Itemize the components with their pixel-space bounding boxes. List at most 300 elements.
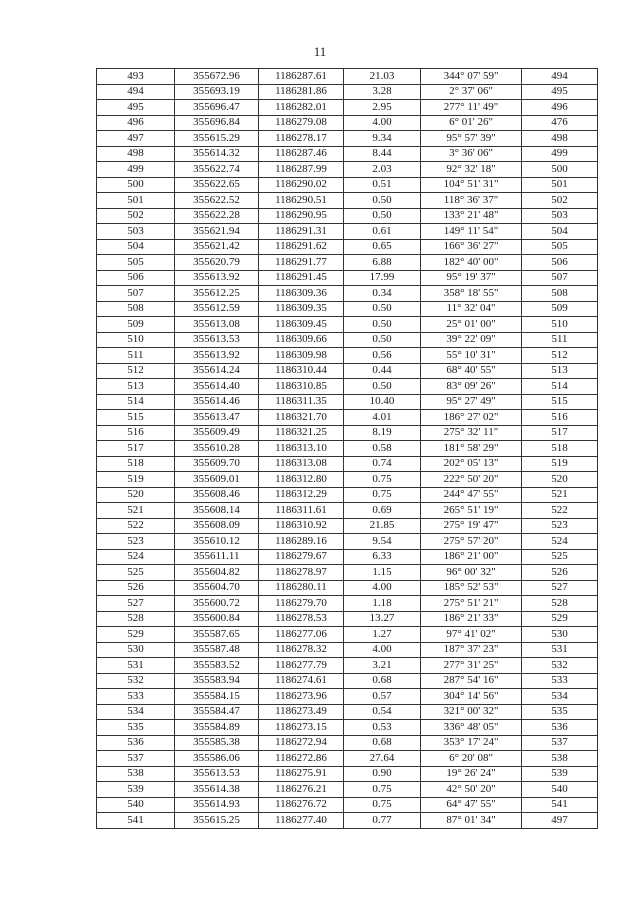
point-number-cell: 493 bbox=[97, 69, 175, 85]
bearing-cell: 2° 37' 06" bbox=[421, 84, 522, 100]
bearing-cell: 95° 19' 37" bbox=[421, 270, 522, 286]
next-point-cell: 529 bbox=[522, 611, 598, 627]
page-number: 11 bbox=[313, 44, 327, 59]
next-point-cell: 516 bbox=[522, 410, 598, 426]
x-coordinate-cell: 355620.79 bbox=[175, 255, 259, 271]
y-coordinate-cell: 1186291.77 bbox=[259, 255, 344, 271]
x-coordinate-cell: 355584.89 bbox=[175, 720, 259, 736]
table-row bbox=[97, 441, 598, 457]
distance-cell: 0.50 bbox=[344, 208, 421, 224]
distance-cell: 21.03 bbox=[344, 69, 421, 85]
bearing-cell: 186° 27' 02" bbox=[421, 410, 522, 426]
distance-cell: 8.44 bbox=[344, 146, 421, 162]
table-row bbox=[97, 549, 598, 565]
x-coordinate-cell: 355613.92 bbox=[175, 270, 259, 286]
point-number-cell: 496 bbox=[97, 115, 175, 131]
x-coordinate-cell: 355587.65 bbox=[175, 627, 259, 643]
x-coordinate-cell: 355621.94 bbox=[175, 224, 259, 240]
next-point-cell: 537 bbox=[522, 735, 598, 751]
table-row bbox=[97, 658, 598, 674]
distance-cell: 0.74 bbox=[344, 456, 421, 472]
next-point-cell: 535 bbox=[522, 704, 598, 720]
table-row bbox=[97, 193, 598, 209]
x-coordinate-cell: 355613.92 bbox=[175, 348, 259, 364]
y-coordinate-cell: 1186312.80 bbox=[259, 472, 344, 488]
bearing-cell: 39° 22' 09" bbox=[421, 332, 522, 348]
y-coordinate-cell: 1186309.98 bbox=[259, 348, 344, 364]
point-number-cell: 505 bbox=[97, 255, 175, 271]
point-number-cell: 508 bbox=[97, 301, 175, 317]
point-number-cell: 539 bbox=[97, 782, 175, 798]
table-row bbox=[97, 735, 598, 751]
distance-cell: 0.61 bbox=[344, 224, 421, 240]
x-coordinate-cell: 355622.52 bbox=[175, 193, 259, 209]
x-coordinate-cell: 355696.47 bbox=[175, 100, 259, 116]
y-coordinate-cell: 1186277.06 bbox=[259, 627, 344, 643]
bearing-cell: 187° 37' 23" bbox=[421, 642, 522, 658]
point-number-cell: 531 bbox=[97, 658, 175, 674]
distance-cell: 0.51 bbox=[344, 177, 421, 193]
point-number-cell: 511 bbox=[97, 348, 175, 364]
y-coordinate-cell: 1186291.62 bbox=[259, 239, 344, 255]
x-coordinate-cell: 355600.72 bbox=[175, 596, 259, 612]
point-number-cell: 540 bbox=[97, 797, 175, 813]
next-point-cell: 508 bbox=[522, 286, 598, 302]
next-point-cell: 524 bbox=[522, 534, 598, 550]
x-coordinate-cell: 355622.74 bbox=[175, 162, 259, 178]
distance-cell: 27.64 bbox=[344, 751, 421, 767]
table-row bbox=[97, 766, 598, 782]
next-point-cell: 519 bbox=[522, 456, 598, 472]
y-coordinate-cell: 1186273.96 bbox=[259, 689, 344, 705]
x-coordinate-cell: 355613.53 bbox=[175, 766, 259, 782]
next-point-cell: 523 bbox=[522, 518, 598, 534]
next-point-cell: 501 bbox=[522, 177, 598, 193]
coordinates-table bbox=[96, 68, 598, 829]
y-coordinate-cell: 1186274.61 bbox=[259, 673, 344, 689]
y-coordinate-cell: 1186278.32 bbox=[259, 642, 344, 658]
point-number-cell: 520 bbox=[97, 487, 175, 503]
next-point-cell: 521 bbox=[522, 487, 598, 503]
distance-cell: 0.90 bbox=[344, 766, 421, 782]
y-coordinate-cell: 1186287.99 bbox=[259, 162, 344, 178]
point-number-cell: 515 bbox=[97, 410, 175, 426]
distance-cell: 6.88 bbox=[344, 255, 421, 271]
table-row bbox=[97, 270, 598, 286]
next-point-cell: 510 bbox=[522, 317, 598, 333]
bearing-cell: 344° 07' 59" bbox=[421, 69, 522, 85]
bearing-cell: 277° 11' 49" bbox=[421, 100, 522, 116]
point-number-cell: 533 bbox=[97, 689, 175, 705]
next-point-cell: 476 bbox=[522, 115, 598, 131]
point-number-cell: 537 bbox=[97, 751, 175, 767]
point-number-cell: 525 bbox=[97, 565, 175, 581]
distance-cell: 0.77 bbox=[344, 813, 421, 829]
x-coordinate-cell: 355604.82 bbox=[175, 565, 259, 581]
next-point-cell: 534 bbox=[522, 689, 598, 705]
y-coordinate-cell: 1186321.25 bbox=[259, 425, 344, 441]
table-row bbox=[97, 472, 598, 488]
distance-cell: 0.65 bbox=[344, 239, 421, 255]
bearing-cell: 265° 51' 19" bbox=[421, 503, 522, 519]
distance-cell: 0.44 bbox=[344, 363, 421, 379]
table-row bbox=[97, 704, 598, 720]
bearing-cell: 186° 21' 00" bbox=[421, 549, 522, 565]
point-number-cell: 501 bbox=[97, 193, 175, 209]
point-number-cell: 509 bbox=[97, 317, 175, 333]
bearing-cell: 19° 26' 24" bbox=[421, 766, 522, 782]
distance-cell: 3.28 bbox=[344, 84, 421, 100]
distance-cell: 4.00 bbox=[344, 642, 421, 658]
distance-cell: 0.68 bbox=[344, 735, 421, 751]
table-row bbox=[97, 348, 598, 364]
y-coordinate-cell: 1186309.45 bbox=[259, 317, 344, 333]
point-number-cell: 517 bbox=[97, 441, 175, 457]
table-row bbox=[97, 518, 598, 534]
distance-cell: 2.95 bbox=[344, 100, 421, 116]
point-number-cell: 516 bbox=[97, 425, 175, 441]
y-coordinate-cell: 1186291.31 bbox=[259, 224, 344, 240]
distance-cell: 0.57 bbox=[344, 689, 421, 705]
x-coordinate-cell: 355608.09 bbox=[175, 518, 259, 534]
table-row bbox=[97, 503, 598, 519]
table-row bbox=[97, 146, 598, 162]
bearing-cell: 336° 48' 05" bbox=[421, 720, 522, 736]
point-number-cell: 499 bbox=[97, 162, 175, 178]
distance-cell: 1.27 bbox=[344, 627, 421, 643]
point-number-cell: 500 bbox=[97, 177, 175, 193]
point-number-cell: 522 bbox=[97, 518, 175, 534]
next-point-cell: 503 bbox=[522, 208, 598, 224]
y-coordinate-cell: 1186272.86 bbox=[259, 751, 344, 767]
x-coordinate-cell: 355613.47 bbox=[175, 410, 259, 426]
x-coordinate-cell: 355613.53 bbox=[175, 332, 259, 348]
next-point-cell: 525 bbox=[522, 549, 598, 565]
point-number-cell: 523 bbox=[97, 534, 175, 550]
table-row bbox=[97, 813, 598, 829]
x-coordinate-cell: 355608.46 bbox=[175, 487, 259, 503]
bearing-cell: 6° 01' 26" bbox=[421, 115, 522, 131]
point-number-cell: 521 bbox=[97, 503, 175, 519]
y-coordinate-cell: 1186277.79 bbox=[259, 658, 344, 674]
y-coordinate-cell: 1186276.72 bbox=[259, 797, 344, 813]
distance-cell: 9.54 bbox=[344, 534, 421, 550]
next-point-cell: 540 bbox=[522, 782, 598, 798]
next-point-cell: 536 bbox=[522, 720, 598, 736]
table-row bbox=[97, 565, 598, 581]
point-number-cell: 503 bbox=[97, 224, 175, 240]
distance-cell: 1.18 bbox=[344, 596, 421, 612]
distance-cell: 0.75 bbox=[344, 472, 421, 488]
x-coordinate-cell: 355614.32 bbox=[175, 146, 259, 162]
next-point-cell: 530 bbox=[522, 627, 598, 643]
bearing-cell: 275° 19' 47" bbox=[421, 518, 522, 534]
next-point-cell: 532 bbox=[522, 658, 598, 674]
x-coordinate-cell: 355583.94 bbox=[175, 673, 259, 689]
bearing-cell: 277° 31' 25" bbox=[421, 658, 522, 674]
next-point-cell: 506 bbox=[522, 255, 598, 271]
next-point-cell: 496 bbox=[522, 100, 598, 116]
bearing-cell: 42° 50' 20" bbox=[421, 782, 522, 798]
distance-cell: 0.68 bbox=[344, 673, 421, 689]
y-coordinate-cell: 1186311.61 bbox=[259, 503, 344, 519]
x-coordinate-cell: 355610.28 bbox=[175, 441, 259, 457]
bearing-cell: 96° 00' 32" bbox=[421, 565, 522, 581]
next-point-cell: 495 bbox=[522, 84, 598, 100]
point-number-cell: 535 bbox=[97, 720, 175, 736]
distance-cell: 0.56 bbox=[344, 348, 421, 364]
point-number-cell: 507 bbox=[97, 286, 175, 302]
distance-cell: 13.27 bbox=[344, 611, 421, 627]
point-number-cell: 510 bbox=[97, 332, 175, 348]
x-coordinate-cell: 355612.25 bbox=[175, 286, 259, 302]
next-point-cell: 505 bbox=[522, 239, 598, 255]
table-row bbox=[97, 332, 598, 348]
distance-cell: 4.00 bbox=[344, 115, 421, 131]
next-point-cell: 499 bbox=[522, 146, 598, 162]
distance-cell: 0.54 bbox=[344, 704, 421, 720]
distance-cell: 0.53 bbox=[344, 720, 421, 736]
table-row bbox=[97, 627, 598, 643]
distance-cell: 6.33 bbox=[344, 549, 421, 565]
point-number-cell: 526 bbox=[97, 580, 175, 596]
point-number-cell: 524 bbox=[97, 549, 175, 565]
y-coordinate-cell: 1186279.67 bbox=[259, 549, 344, 565]
bearing-cell: 83° 09' 26" bbox=[421, 379, 522, 395]
x-coordinate-cell: 355587.48 bbox=[175, 642, 259, 658]
bearing-cell: 222° 50' 20" bbox=[421, 472, 522, 488]
x-coordinate-cell: 355611.11 bbox=[175, 549, 259, 565]
next-point-cell: 509 bbox=[522, 301, 598, 317]
x-coordinate-cell: 355609.01 bbox=[175, 472, 259, 488]
y-coordinate-cell: 1186312.29 bbox=[259, 487, 344, 503]
point-number-cell: 494 bbox=[97, 84, 175, 100]
y-coordinate-cell: 1186273.49 bbox=[259, 704, 344, 720]
x-coordinate-cell: 355622.28 bbox=[175, 208, 259, 224]
table-row bbox=[97, 177, 598, 193]
bearing-cell: 104° 51' 31" bbox=[421, 177, 522, 193]
table-row bbox=[97, 782, 598, 798]
x-coordinate-cell: 355614.24 bbox=[175, 363, 259, 379]
distance-cell: 3.21 bbox=[344, 658, 421, 674]
distance-cell: 9.34 bbox=[344, 131, 421, 147]
bearing-cell: 186° 21' 33" bbox=[421, 611, 522, 627]
next-point-cell: 494 bbox=[522, 69, 598, 85]
y-coordinate-cell: 1186279.70 bbox=[259, 596, 344, 612]
point-number-cell: 532 bbox=[97, 673, 175, 689]
point-number-cell: 536 bbox=[97, 735, 175, 751]
next-point-cell: 533 bbox=[522, 673, 598, 689]
bearing-cell: 95° 27' 49" bbox=[421, 394, 522, 410]
bearing-cell: 275° 57' 20" bbox=[421, 534, 522, 550]
next-point-cell: 539 bbox=[522, 766, 598, 782]
y-coordinate-cell: 1186310.44 bbox=[259, 363, 344, 379]
bearing-cell: 202° 05' 13" bbox=[421, 456, 522, 472]
y-coordinate-cell: 1186287.61 bbox=[259, 69, 344, 85]
y-coordinate-cell: 1186277.40 bbox=[259, 813, 344, 829]
next-point-cell: 504 bbox=[522, 224, 598, 240]
bearing-cell: 55° 10' 31" bbox=[421, 348, 522, 364]
y-coordinate-cell: 1186310.92 bbox=[259, 518, 344, 534]
table-row bbox=[97, 394, 598, 410]
coordinates-table-body bbox=[97, 69, 598, 829]
x-coordinate-cell: 355614.93 bbox=[175, 797, 259, 813]
point-number-cell: 497 bbox=[97, 131, 175, 147]
x-coordinate-cell: 355604.70 bbox=[175, 580, 259, 596]
distance-cell: 0.75 bbox=[344, 797, 421, 813]
table-row bbox=[97, 425, 598, 441]
bearing-cell: 87° 01' 34" bbox=[421, 813, 522, 829]
table-row bbox=[97, 84, 598, 100]
point-number-cell: 498 bbox=[97, 146, 175, 162]
distance-cell: 0.58 bbox=[344, 441, 421, 457]
table-row bbox=[97, 286, 598, 302]
x-coordinate-cell: 355622.65 bbox=[175, 177, 259, 193]
table-row bbox=[97, 410, 598, 426]
next-point-cell: 526 bbox=[522, 565, 598, 581]
y-coordinate-cell: 1186273.15 bbox=[259, 720, 344, 736]
y-coordinate-cell: 1186275.91 bbox=[259, 766, 344, 782]
next-point-cell: 517 bbox=[522, 425, 598, 441]
distance-cell: 21.85 bbox=[344, 518, 421, 534]
distance-cell: 10.40 bbox=[344, 394, 421, 410]
y-coordinate-cell: 1186278.17 bbox=[259, 131, 344, 147]
x-coordinate-cell: 355615.25 bbox=[175, 813, 259, 829]
table-row bbox=[97, 751, 598, 767]
distance-cell: 0.69 bbox=[344, 503, 421, 519]
table-row bbox=[97, 596, 598, 612]
next-point-cell: 502 bbox=[522, 193, 598, 209]
x-coordinate-cell: 355621.42 bbox=[175, 239, 259, 255]
next-point-cell: 538 bbox=[522, 751, 598, 767]
table-row bbox=[97, 487, 598, 503]
distance-cell: 0.50 bbox=[344, 332, 421, 348]
y-coordinate-cell: 1186290.02 bbox=[259, 177, 344, 193]
next-point-cell: 498 bbox=[522, 131, 598, 147]
bearing-cell: 287° 54' 16" bbox=[421, 673, 522, 689]
distance-cell: 0.75 bbox=[344, 782, 421, 798]
table-row bbox=[97, 317, 598, 333]
y-coordinate-cell: 1186290.95 bbox=[259, 208, 344, 224]
bearing-cell: 304° 14' 56" bbox=[421, 689, 522, 705]
table-row bbox=[97, 69, 598, 85]
point-number-cell: 541 bbox=[97, 813, 175, 829]
point-number-cell: 538 bbox=[97, 766, 175, 782]
distance-cell: 0.75 bbox=[344, 487, 421, 503]
table-row bbox=[97, 720, 598, 736]
x-coordinate-cell: 355586.06 bbox=[175, 751, 259, 767]
bearing-cell: 133° 21' 48" bbox=[421, 208, 522, 224]
x-coordinate-cell: 355612.59 bbox=[175, 301, 259, 317]
bearing-cell: 25° 01' 00" bbox=[421, 317, 522, 333]
bearing-cell: 92° 32' 18" bbox=[421, 162, 522, 178]
next-point-cell: 518 bbox=[522, 441, 598, 457]
x-coordinate-cell: 355584.15 bbox=[175, 689, 259, 705]
next-point-cell: 527 bbox=[522, 580, 598, 596]
x-coordinate-cell: 355584.47 bbox=[175, 704, 259, 720]
x-coordinate-cell: 355672.96 bbox=[175, 69, 259, 85]
point-number-cell: 504 bbox=[97, 239, 175, 255]
x-coordinate-cell: 355609.70 bbox=[175, 456, 259, 472]
y-coordinate-cell: 1186313.10 bbox=[259, 441, 344, 457]
point-number-cell: 514 bbox=[97, 394, 175, 410]
bearing-cell: 166° 36' 27" bbox=[421, 239, 522, 255]
next-point-cell: 507 bbox=[522, 270, 598, 286]
next-point-cell: 514 bbox=[522, 379, 598, 395]
next-point-cell: 500 bbox=[522, 162, 598, 178]
table-row bbox=[97, 580, 598, 596]
table-row bbox=[97, 456, 598, 472]
bearing-cell: 3° 36' 06" bbox=[421, 146, 522, 162]
table-row bbox=[97, 224, 598, 240]
bearing-cell: 6° 20' 08" bbox=[421, 751, 522, 767]
table-row bbox=[97, 363, 598, 379]
distance-cell: 0.50 bbox=[344, 301, 421, 317]
distance-cell: 1.15 bbox=[344, 565, 421, 581]
distance-cell: 0.50 bbox=[344, 379, 421, 395]
bearing-cell: 275° 32' 11" bbox=[421, 425, 522, 441]
table-row bbox=[97, 162, 598, 178]
x-coordinate-cell: 355585.38 bbox=[175, 735, 259, 751]
y-coordinate-cell: 1186289.16 bbox=[259, 534, 344, 550]
point-number-cell: 519 bbox=[97, 472, 175, 488]
distance-cell: 0.50 bbox=[344, 193, 421, 209]
distance-cell: 4.00 bbox=[344, 580, 421, 596]
bearing-cell: 181° 58' 29" bbox=[421, 441, 522, 457]
y-coordinate-cell: 1186282.01 bbox=[259, 100, 344, 116]
y-coordinate-cell: 1186287.46 bbox=[259, 146, 344, 162]
x-coordinate-cell: 355609.49 bbox=[175, 425, 259, 441]
table-row bbox=[97, 100, 598, 116]
distance-cell: 4.01 bbox=[344, 410, 421, 426]
next-point-cell: 497 bbox=[522, 813, 598, 829]
bearing-cell: 97° 41' 02" bbox=[421, 627, 522, 643]
table-row bbox=[97, 673, 598, 689]
table-row bbox=[97, 208, 598, 224]
y-coordinate-cell: 1186278.53 bbox=[259, 611, 344, 627]
point-number-cell: 512 bbox=[97, 363, 175, 379]
y-coordinate-cell: 1186290.51 bbox=[259, 193, 344, 209]
x-coordinate-cell: 355614.40 bbox=[175, 379, 259, 395]
x-coordinate-cell: 355613.08 bbox=[175, 317, 259, 333]
bearing-cell: 353° 17' 24" bbox=[421, 735, 522, 751]
table-row bbox=[97, 642, 598, 658]
bearing-cell: 182° 40' 00" bbox=[421, 255, 522, 271]
y-coordinate-cell: 1186309.36 bbox=[259, 286, 344, 302]
bearing-cell: 321° 00' 32" bbox=[421, 704, 522, 720]
point-number-cell: 502 bbox=[97, 208, 175, 224]
y-coordinate-cell: 1186278.97 bbox=[259, 565, 344, 581]
table-row bbox=[97, 379, 598, 395]
table-row bbox=[97, 131, 598, 147]
next-point-cell: 513 bbox=[522, 363, 598, 379]
next-point-cell: 520 bbox=[522, 472, 598, 488]
table-row bbox=[97, 255, 598, 271]
bearing-cell: 95° 57' 39" bbox=[421, 131, 522, 147]
point-number-cell: 530 bbox=[97, 642, 175, 658]
y-coordinate-cell: 1186309.66 bbox=[259, 332, 344, 348]
x-coordinate-cell: 355615.29 bbox=[175, 131, 259, 147]
distance-cell: 2.03 bbox=[344, 162, 421, 178]
x-coordinate-cell: 355696.84 bbox=[175, 115, 259, 131]
table-row bbox=[97, 301, 598, 317]
next-point-cell: 515 bbox=[522, 394, 598, 410]
y-coordinate-cell: 1186272.94 bbox=[259, 735, 344, 751]
point-number-cell: 528 bbox=[97, 611, 175, 627]
x-coordinate-cell: 355600.84 bbox=[175, 611, 259, 627]
table-row bbox=[97, 115, 598, 131]
y-coordinate-cell: 1186280.11 bbox=[259, 580, 344, 596]
